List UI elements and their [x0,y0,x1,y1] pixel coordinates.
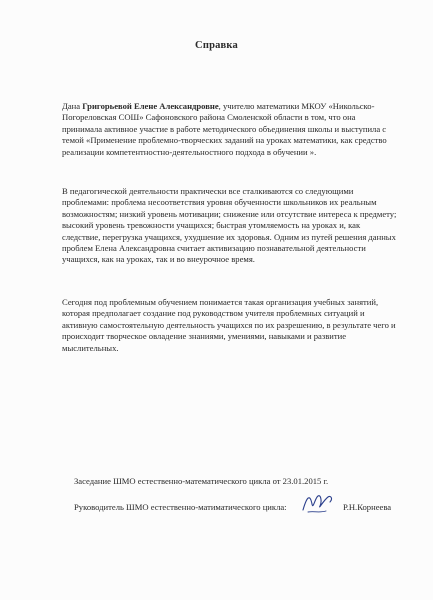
paragraph-definition: Сегодня под проблемным обучением понимается такая организация учебных занятий, которая предполагает создание под руководством учителя проблемных ситуаций и активную самостоятельную деятельность учащихся по их разрешению, в результате чего и происходит творческое овладение знаниями, умениями, навыками и развитие мыслительных. [62,297,396,353]
intro-lead: Дана [62,101,83,111]
head-line: Руководитель ШМО естественно-матиматического цикла: [74,502,287,512]
teacher-name: Григорьевой Елене Александровне [82,101,219,111]
handwritten-signature [300,490,336,516]
paragraph-intro [62,101,397,158]
paragraph-problems: В педагогической деятельности практически все сталкиваются со следующими проблемами: проблема несоответствия уровня обученности школьников их реальным возможностям; низкий уровень мотивации; снижение или отсутствие интереса к предмету; высокий уровень тревожности учащихся; быстрая утомляемость на уроках и, как следствие, перегрузка учащихся, ухудшение их здоровья. Одним из путей решения данных проблем Елена Александровна считает активизацию познавательной деятельности учащихся, как на уроках, так и во внеурочное время. [62,186,397,265]
meeting-line: Заседание ШМО естественно-математического цикла от 23.01.2015 г. [74,476,329,486]
head-name: Р.Н.Корнеева [343,502,392,512]
document-title: Справка [195,40,238,51]
intro-rest: , учителю математики МКОУ «Никольско-Погореловская СОШ» Сафоновского района Смоленской области в том, что она принимала активное участие в работе методического объединения школы и выступила с темой «Применение проблемно-творческих заданий на уроках математики, как средство реализации компетентностно-деятельностного подхода в обучении ». [62,101,387,157]
